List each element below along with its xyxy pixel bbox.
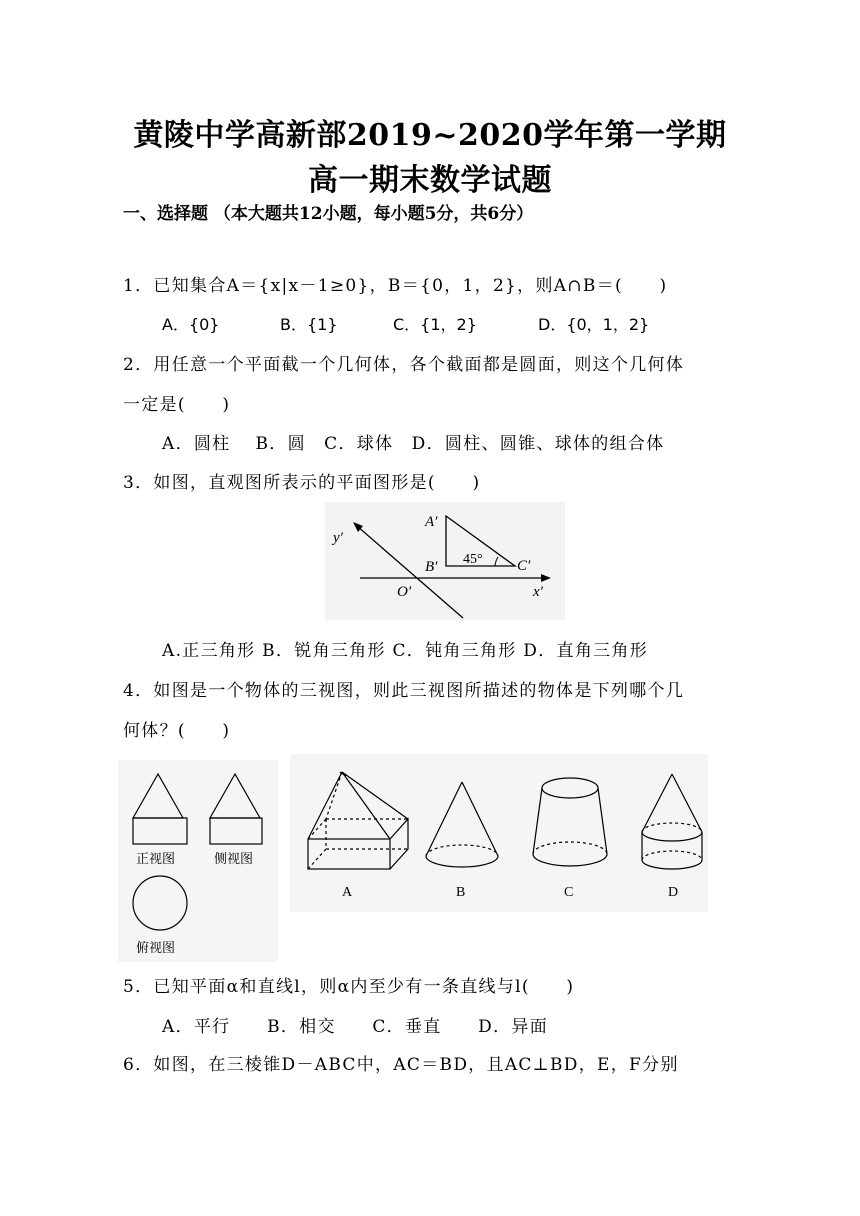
question-5-stem: 5．已知平面α和直线l，则α内至少有一条直线与l( ): [123, 977, 575, 997]
question-3-stem: 3．如图，直观图所表示的平面图形是( ): [123, 473, 481, 493]
label-top-view: 俯视图: [136, 940, 176, 955]
question-1-option-b: B．{1}: [280, 315, 338, 334]
question-2-stem-line1: 2．用任意一个平面截一个几何体，各个截面都是圆面，则这个几何体: [123, 355, 685, 375]
label-x-axis: x′: [533, 584, 543, 600]
question-2-options: A．圆柱 B．圆 C．球体 D．圆柱、圆锥、球体的组合体: [162, 434, 665, 454]
question-1-option-d: D．{0，1，2}: [538, 315, 650, 334]
oblique-triangle-figure: [325, 502, 565, 620]
label-c-prime: C′: [517, 558, 531, 574]
label-y-axis: y′: [333, 530, 343, 546]
section-heading: 一、选择题 （本大题共12小题，每小题5分，共6分）: [123, 204, 534, 224]
exam-title-line1: 黄陵中学高新部2019~2020学年第一学期: [133, 118, 727, 153]
label-choice-a: A: [342, 885, 353, 900]
three-views-figure: [118, 760, 278, 962]
question-1-stem: 1．已知集合A＝{x|x－1≥0}，B＝{0，1，2}，则A∩B＝( ): [123, 276, 668, 296]
exam-title-line2: 高一期末数学试题: [308, 163, 552, 198]
label-b-prime: B′: [425, 559, 438, 575]
question-3-options: A.正三角形 B．锐角三角形 C．钝角三角形 D．直角三角形: [162, 641, 649, 661]
question-2-stem-line2: 一定是( ): [123, 395, 231, 415]
label-origin: O′: [397, 584, 412, 600]
label-front-view: 正视图: [136, 851, 176, 866]
label-a-prime: A′: [425, 514, 438, 530]
label-side-view: 侧视图: [214, 851, 254, 866]
question-1-option-a: A．{0}: [162, 315, 220, 334]
question-4-stem-line2: 何体？( ): [123, 721, 231, 741]
label-choice-d: D: [668, 885, 679, 900]
label-choice-c: C: [564, 885, 574, 900]
label-angle: 45°: [463, 552, 483, 567]
solid-choices-figure: [290, 754, 708, 912]
question-4-stem-line1: 4．如图是一个物体的三视图，则此三视图所描述的物体是下列哪个几: [123, 681, 685, 701]
question-5-options: A．平行 B．相交 C．垂直 D．异面: [162, 1017, 549, 1037]
label-choice-b: B: [456, 885, 466, 900]
question-6-stem: 6．如图，在三棱锥D－ABC中，AC＝BD，且AC⊥BD，E，F分别: [123, 1055, 679, 1075]
question-1-option-c: C．{1，2}: [393, 315, 477, 334]
